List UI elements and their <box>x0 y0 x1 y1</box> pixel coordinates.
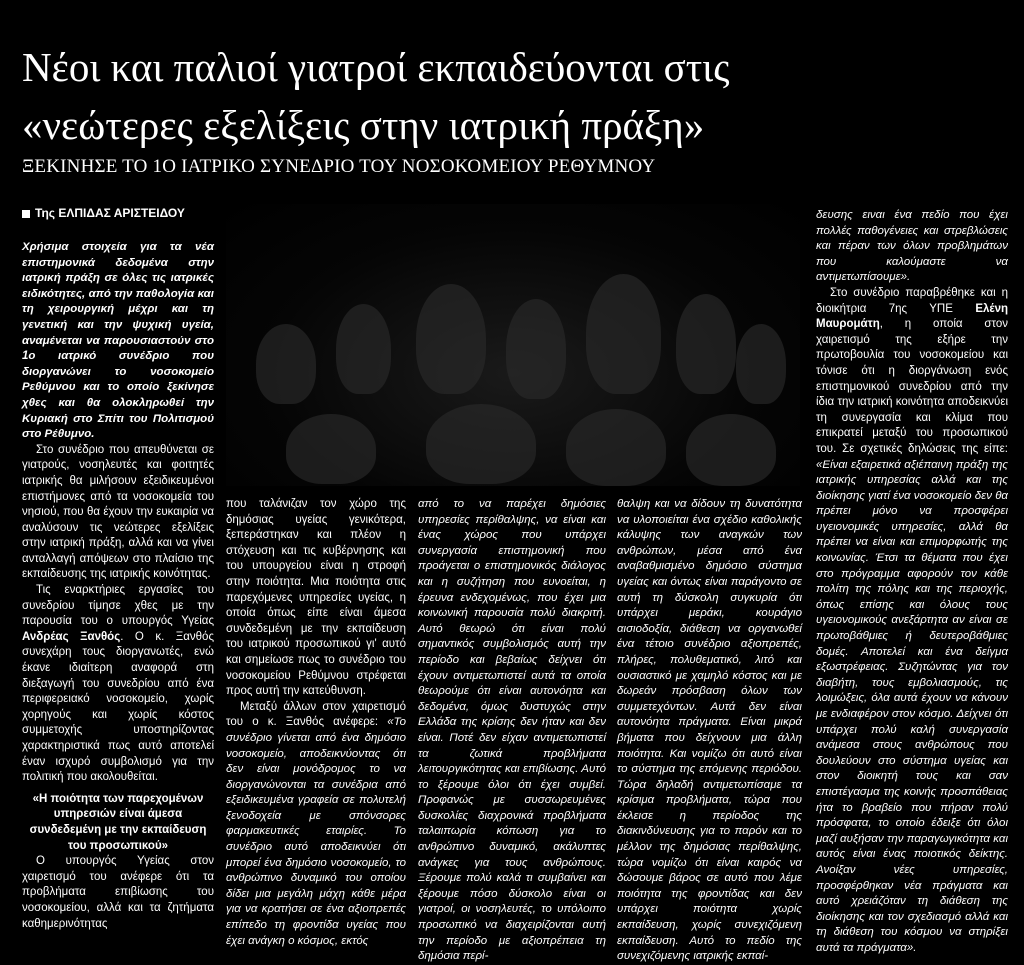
intertitle: «Η ποιότητα των παρεχομένων υπηρεσιών είναι άμεσα συνδεδεμένη με την εκπαίδευση του προσωπικού» <box>29 792 207 852</box>
column-4 <box>617 497 802 965</box>
paragraph <box>22 583 214 786</box>
paragraph: Στο συνέδριο που απευθύνεται σε γιατρούς, νοσηλευτές και φοιτητές ιατρικής θα μιλήσουν εξειδικευμένοι επιστήμονες από τα νοσοκομεία του νησιού, που θα έχουν την ευκαιρία να αναλύσουν τις νεώτερες εξελίξεις στην ιατρική πράξη, αλλά και να γίνει ανταλλαγή απόψεων στο πλαίσιο της εκπαίδευσης της ιατρικής κοινότητας. <box>22 443 214 581</box>
article-headline: Νέοι και παλιοί γιατροί εκπαιδεύονται στις «νεώτερες εξελίξεις στην ιατρική πράξη» <box>22 44 730 148</box>
paragraph: Ο υπουργός Υγείας στον χαιρετισμό του ανέφερε ότι τα προβλήματα επιβίωσης του νοσοκομείου, αλλά και τα ζητήματα καθημερινότητας <box>22 855 214 930</box>
paragraph: δευσης ειναι ένα πεδίο που έχει πολλές παθογένειες και στρεβλώσεις και πέραν των όλων προβλημάτων που καλούμαστε να αντιμετωπίσουμε». <box>816 209 1008 284</box>
column-3 <box>418 497 606 965</box>
paragraph: από το να παρέχει δημόσιες υπηρεσίες περίθαλψης, να είναι και ένας χώρος που υπάρχει συνεργασία επιστημονική που προάγεται ο επιστημονικός διάλογος και η συζήτηση που ευνοείται, η έρευνα ενδεχομένως, που έχει μια κοινωνική παρουσία πολύ διακριτή. Αυτό θεωρώ ότι είναι πολύ σημαντικός συμβολισμός αυτή την περίοδο και βεβαίως δείχνει ότι έχουν αντιμετωπιστεί αυτά τα οποία θεωρούμε ότι είναι αυτονόητα και δεδομένα, όμως δυστυχώς στην Ελλάδα της κρίσης δεν ήταν και δεν είναι. Ποτέ δεν είχαν αντιμετωπιστεί τα ζωτικά προβλήματα λειτουργικότητας και επιβίωσης. Αυτό το ξέρουμε όλοι ότι έχει συμβεί. Προφανώς με συσσωρευμένες δυσκολίες διαχρονικά προβλήματα ταλαιπωρία κόπωση για το ανθρώπινο δυναμικό, ακάλυπτες ανάγκες για τους ανθρώπους. Ξέρουμε πολύ καλά τι συμβαίνει και ξέρουμε πόσο δύσκολο είναι οι γιατροί, οι νοσηλευτές, το υπόλοιπο προσωπικό να διαχειρίζονται αυτή την περίοδο με αξιοπρέπεια τη δημόσια περί- <box>418 498 606 963</box>
article-lead: Χρήσιμα στοιχεία για τα νέα επιστημονικά δεδομένα στην ιατρική πράξη σε όλες τις ιατρικές ειδικότητες, από την παθολογία και τη χειρουργική μέχρι και τη γενετική και την ψυχική υγεία, αναμένεται να παρουσιαστούν στο 1ο ιατρικό συνέδριο που διοργανώνει το νοσοκομείο Ρεθύμνου και το οποίο ξεκίνησε χθες και θα ολοκληρωθεί την Κυριακή στο Σπίτι του Πολιτισμού στο Ρέθυμνο. <box>22 241 214 441</box>
article-subheadline: ΞΕΚΙΝΗΣΕ ΤΟ 1Ο ΙΑΤΡΙΚΟ ΣΥΝΕΔΡΙΟ ΤΟΥ ΝΟΣΟΚΟΜΕΙΟΥ ΡΕΘΥΜΝΟΥ <box>22 156 656 177</box>
paragraph: θαλψη και να δίδουν τη δυνατότητα να υλοποιείται ένα σχέδιο καθολικής κάλυψης των αναγκών των ανθρώπων, μέσα από ένα αναβαθμισμένο δημόσιο σύστημα υγείας και όντως είναι παράγοντο σε αυτή τη δύσκολη συγκυρία ότι υπάρχει μεράκι, κουράγιο αισιοδοξία, διάθεση να οργανωθεί ένα τέτοιο συνέδριο αξιοπρεπές, πλήρες, πολυθεματικό, λιτό και ουσιαστικό με χαμηλό κόστος και με δωρεάν πρόσβαση όλων των συμμετεχόντων. Αυτά δεν είναι αυτονόητα πράγματα. Είναι μικρά βήματα που δείχνουν μια άλλη ποιότητα. Και νομίζω ότι αυτό είναι το σύστημα της επόμενης περιόδου. Τώρα δηλαδή αντιμετωπίσαμε τα κρίσιμα προβλήματα, τώρα που έκλεισε η περίοδος της διακινδύνευσης για το παρόν και το μέλλον της δημόσιας περίθαλψης, τώρα νομίζω ότι είναι καιρός να δώσουμε βάρος σε αυτό που λέμε ποιότητα της φροντίδας και δεν υπάρχει ποιότητα χωρίς εκπαίδευση, χωρίς συνεχιζόμενη εκπαίδευση. Αυτό το πεδίο της συνεχιζόμενης ιατρικής εκπαί- <box>617 498 802 963</box>
text-span: . Ο κ. Ξανθός συνεχάρη τους διοργανωτές, ενώ έκανε ιδιαίτερη αναφορά στη διεξαγωγή του συνεδρίου από ένα περιφερειακό νοσοκομείο, χωρίς χορηγούς και χωρίς κόστος συμμετοχής υποστηρίζοντας χαρακτηριστικά πως αυτό αποτελεί έναν ισχυρό συμβολισμό για την πολιτική που ακολουθείται. <box>22 630 214 784</box>
person-name: Ελένη Μαυρομάτη <box>816 302 1008 331</box>
text-span: Τις εναρκτήριες εργασίες του συνεδρίου τίμησε χθες με την παρουσία του ο υπουργός Υγείας <box>22 584 214 628</box>
text-span: , η οποία στον χαιρετισμό της εξήρε την πρωτοβουλία του νοσοκομείου και τόνισε ότι η διοργάνωση ενός επιστημονικού συνεδρίου από την ίδια την ιατρική κοινότητα αποδεικνύει τη συνεργασία και κλίμα που επικρατεί μεταξύ του προσωπικού του. Σε σχετικές δηλώσεις της είπε: <box>816 318 1008 455</box>
person-name: Ανδρέας Ξανθός <box>22 630 121 643</box>
column-5 <box>816 208 1008 957</box>
text-span: Στο συνέδριο παραβρέθηκε και η διοικήτρια 7ης ΥΠΕ <box>816 286 1008 315</box>
byline <box>22 205 185 221</box>
column-1 <box>22 240 214 932</box>
paragraph: που ταλάνιζαν τον χώρο της δημόσιας υγείας γενικότερα, ξεπεράστηκαν και πλέον η στόχευση και τις κυβέρνησης και του υπουργείου είναι η στροφή στην ποιότητα. Μια ποιότητα στις παρεχόμενες υπηρεσίες υγείας, η οποία όπως είπε είναι άμεσα συνδεδεμένη με την εκπαίδευση του ιατρικού προσωπικού γι' αυτό και σημείωσε πως το συνέδριο του νοσοκομείου Ρεθύμνου στρέφεται προς αυτή την κατεύθυνση. <box>226 498 406 698</box>
paragraph <box>226 700 406 950</box>
square-bullet-icon <box>22 210 30 218</box>
byline-text: Της ΕΛΠΙΔΑΣ ΑΡΙΣΤΕΙΔΟΥ <box>35 206 185 220</box>
column-2 <box>226 497 406 949</box>
quote: «Είναι εξαιρετικά αξιέπαινη πράξη της ιατρικής υπηρεσίας αλλά και της διοίκησης γιατί ένα νοσοκομείο δεν θα πρέπει μόνο να προσφέρει υγειονομικές υπηρεσίες, αλλά θα πρέπει να είναι και επιμορφωτής της κοινωνίας. Έτσι τα θέματα που έχει στο πρόγραμμα αφορούν τον κάθε πολίτη της πόλης και της περιοχής, όπως επίσης και όλους τους υγειονομικούς ανεξάρτητα αν είναι σε πρωτοβάθμιες ή δευτεροβάθμιες δομές. Αποτελεί και ένα δείγμα εξωστρέφειας. Συζητώντας για τον διαβήτη, τους εμβολιασμούς, τις λοιμώξεις, όλα αυτά έχουν να κάνουν με ενδιαφέρον στον κόσμο. Δείχνει ότι υπάρχει πολύ καλή συνεργασία ανάμεσα στους ανθρώπους που δουλεύουν στο σύστημα υγείας και στον διοικητή τους και σαν επιστέγασμα της κοινής προσπάθειας ήτα το βραβείο που πήραν πολύ πρόσφατα, το οποίο έδειξε ότι όλοι μαζί αυξήσαν την παραγωγικότητα και αυτός είναι ένας ποιοτικός δείκτης. Ανοίξαν νέες υπηρεσίες, προσφέρθηκαν νέα πράγματα και αυτό χρειάζόταν τη διάθεση της διοίκησης και τον σχεδιασμό αλλά και τη διάθεση του κόσμου να στηρίξει αυτά τα πράγματα». <box>816 458 1008 954</box>
audience-photo <box>226 204 800 486</box>
quote: «Το συνέδριο γίνεται από ένα δημόσιο νοσοκομείο, αποδεικνύοντας ότι δεν είναι μονόδρομος το να διοργανώνονται τα συνέδρια από εξειδικευμένα γραφεία σε πολυτελή ξενοδοχεία με σπόνσορες φαρμακευτικές εταιρίες. Το συνέδριο αυτό αποδεικνύει ότι μπορεί ένα δημόσιο νοσοκομείο, το ανθρώπινο δυναμικό του οποίου δίδει μια μεγάλη μάχη κάθε μέρα για να κρατήσει σε ένα αξιοπρεπές επίπεδο τη φροντίδα υγείας που έχει ανάγκη ο κόσμος, εκτός <box>226 716 406 947</box>
paragraph <box>816 286 1008 957</box>
text-span: Μεταξύ άλλων στον χαιρετισμό του ο κ. Ξανθός ανέφερε: <box>226 700 406 729</box>
